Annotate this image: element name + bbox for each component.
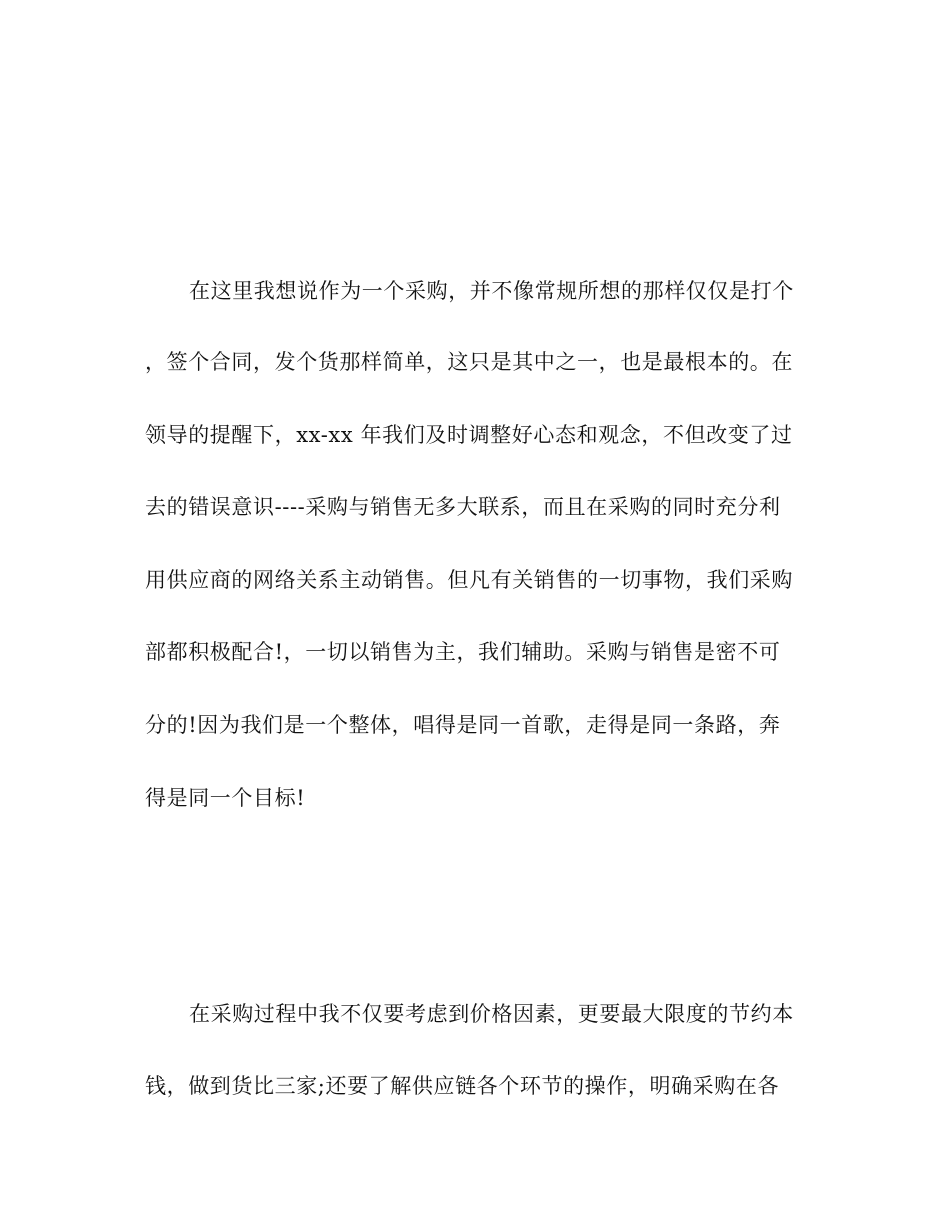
text-line: 用供应商的网络关系主动销售。但凡有关销售的一切事物，我们采购 bbox=[145, 568, 793, 592]
text-line: 得是同一个目标! bbox=[145, 786, 306, 810]
text-line: 在采购过程中我不仅要考虑到价格因素，更要最大限度的节约本 bbox=[189, 1002, 794, 1026]
text-line: 领导的提醒下，xx-xx 年我们及时调整好心态和观念，不但改变了过 bbox=[145, 423, 793, 447]
text-line: 在这里我想说作为一个采购，并不像常规所想的那样仅仅是打个 bbox=[189, 279, 794, 303]
text-line: ，签个合同，发个货那样简单，这只是其中之一，也是最根本的。在 bbox=[145, 350, 793, 374]
text-line: 部都积极配合!，一切以销售为主，我们辅助。采购与销售是密不可 bbox=[145, 640, 781, 664]
text-line: 分的!因为我们是一个整体，唱得是同一首歌，走得是同一条路，奔 bbox=[145, 713, 781, 737]
text-line: 去的错误意识----采购与销售无多大联系，而且在采购的同时充分利 bbox=[145, 495, 781, 519]
text-line: 钱，做到货比三家;还要了解供应链各个环节的操作，明确采购在各 bbox=[145, 1074, 780, 1098]
